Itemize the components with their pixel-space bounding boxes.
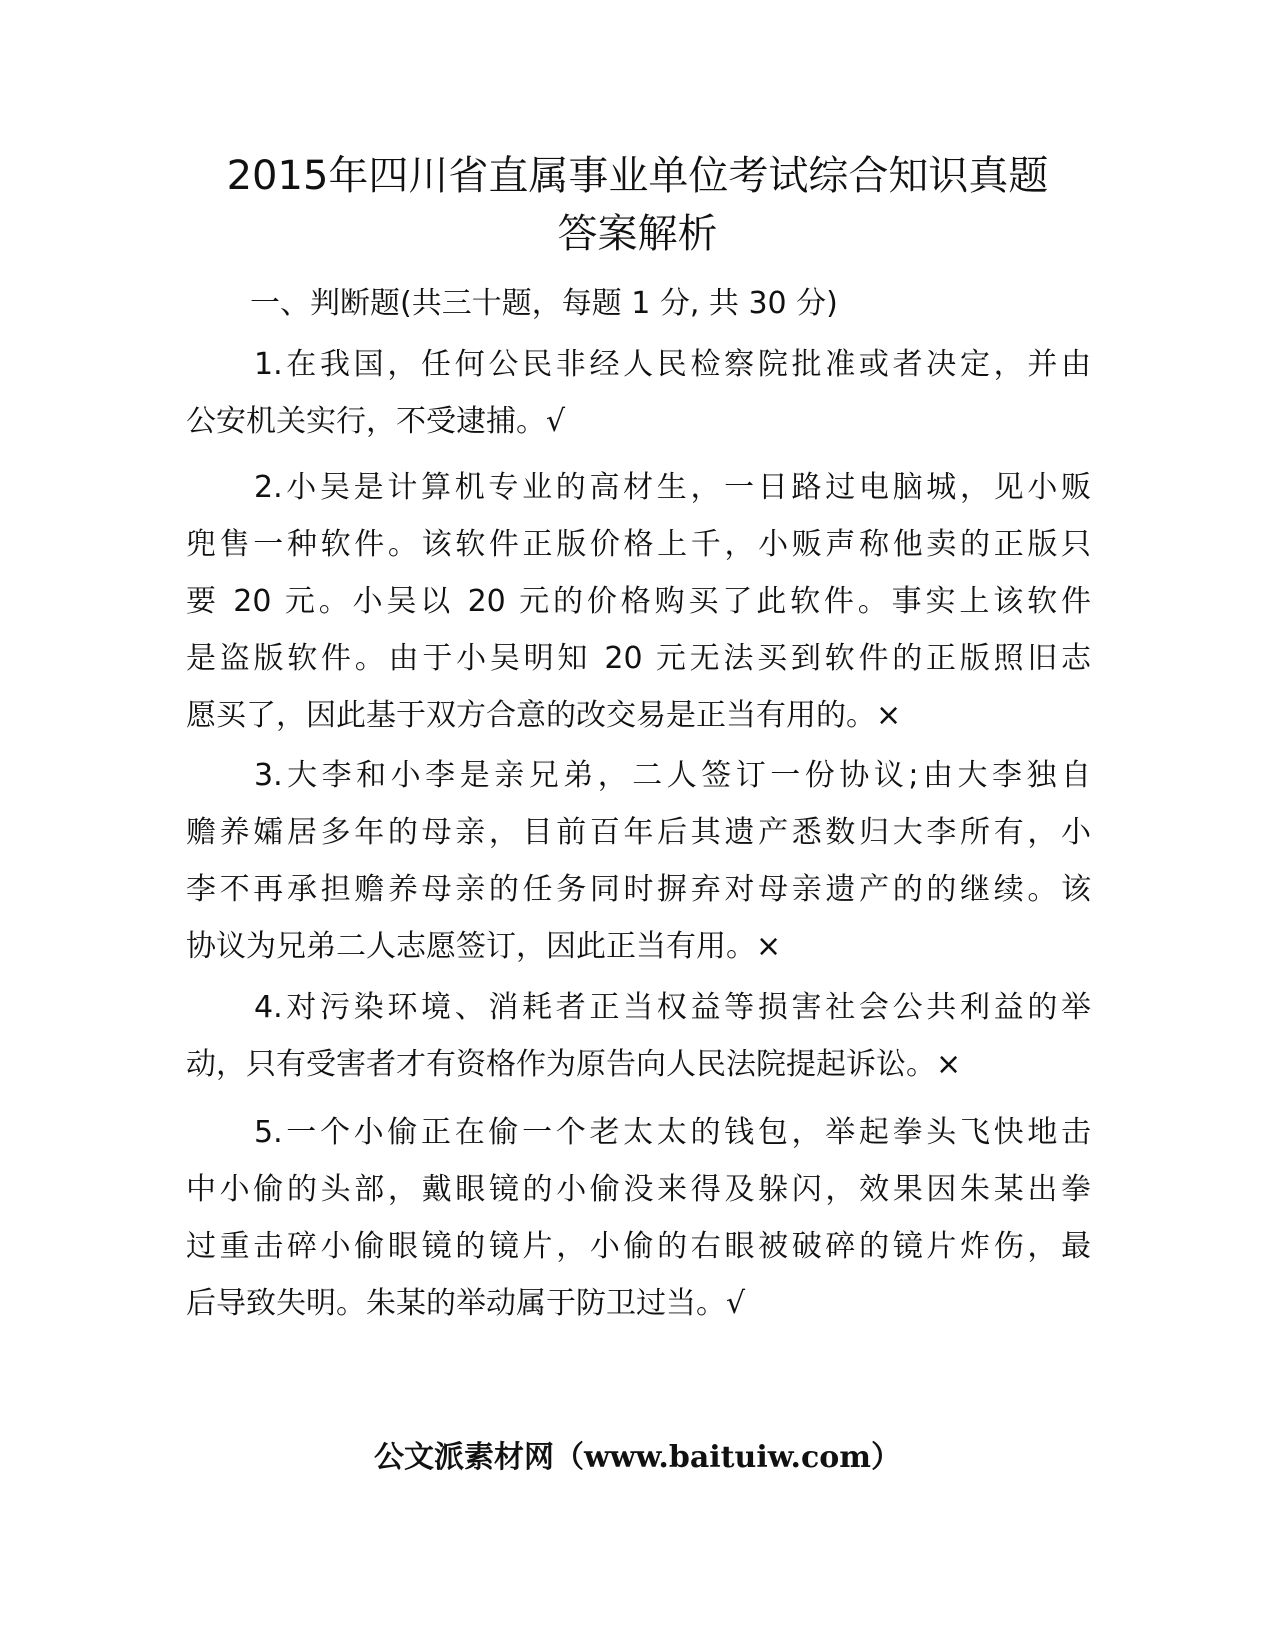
question-line: 后导致失明。朱某的举动属于防卫过当。√: [186, 1286, 746, 1321]
page-footer: 公文派素材网（www.baituiw.com）: [373, 1440, 902, 1475]
question-line: 3.大李和小李是亲兄弟，二人签订一份协议;由大李独自: [254, 758, 1091, 793]
question-line: 5.一个小偷正在偷一个老太太的钱包，举起拳头飞快地击: [254, 1115, 1091, 1150]
question-line: 是盗版软件。由于小吴明知 20 元无法买到软件的正版照旧志: [186, 641, 1091, 676]
question-line: 愿买了，因此基于双方合意的改交易是正当有用的。×: [186, 698, 902, 733]
page-title-line-1: 2015年四川省直属事业单位考试综合知识真题: [226, 153, 1049, 199]
question-3: [186, 747, 1091, 975]
question-line: 公安机关实行，不受逮捕。√: [186, 404, 566, 439]
question-line: 协议为兄弟二人志愿签订，因此正当有用。×: [186, 929, 782, 964]
question-line: 要 20 元。小吴以 20 元的价格购买了此软件。事实上该软件: [186, 584, 1091, 619]
question-5: [186, 1104, 1091, 1332]
question-line: 2.小吴是计算机专业的高材生，一日路过电脑城，见小贩: [254, 470, 1091, 505]
question-line: 中小偷的头部，戴眼镜的小偷没来得及躲闪，效果因朱某出拳: [186, 1172, 1091, 1207]
question-1: [186, 336, 1091, 450]
page-title-line-2: 答案解析: [557, 211, 718, 257]
question-line: 李不再承担赡养母亲的任务同时摒弃对母亲遗产的的继续。该: [186, 872, 1091, 907]
question-2: [186, 459, 1091, 744]
question-line: 4.对污染环境、消耗者正当权益等损害社会公共利益的举: [254, 990, 1091, 1025]
section-heading: 一、判断题(共三十题，每题 1 分, 共 30 分): [250, 286, 838, 321]
question-line: 过重击碎小偷眼镜的镜片，小偷的右眼被破碎的镜片炸伤，最: [186, 1229, 1091, 1264]
question-line: 动，只有受害者才有资格作为原告向人民法院提起诉讼。×: [186, 1047, 962, 1082]
question-line: 1.在我国，任何公民非经人民检察院批准或者决定，并由: [254, 347, 1091, 382]
question-line: 兜售一种软件。该软件正版价格上千，小贩声称他卖的正版只: [186, 527, 1091, 562]
question-line: 赡养孀居多年的母亲，目前百年后其遗产悉数归大李所有，小: [186, 815, 1091, 850]
question-4: [186, 979, 1091, 1093]
